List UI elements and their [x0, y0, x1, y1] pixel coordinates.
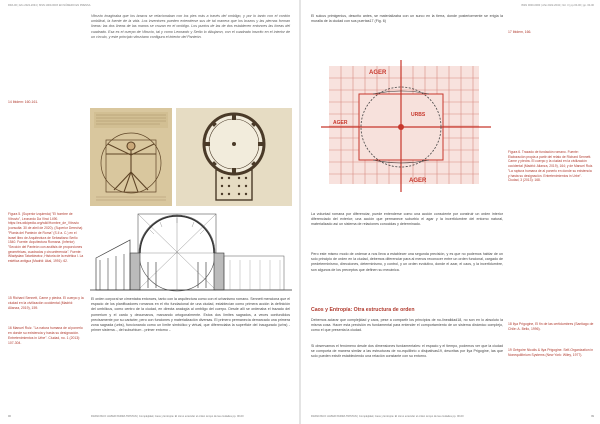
diagram-label-ager-top: AGER [369, 70, 387, 76]
right-paragraph-2: Pero este mismo modo de ordenar a nos lleva a establecer una segunda precisión, y es que no podemos hablar de un solo principio de orden en la ciudad, debemos diferenciar para al menos reconocer entre un orden funcional, cargado de predeterminismo, direcciones, determinismo, y control, y un orden evolutivo, donde el azar, el caos, y la incertidumbre, son algunos de los preceptos que definen su mecánica. [311, 252, 503, 272]
left-body-text: El orden corporal se cimentaba entonces, tanto con la arquitectura como con el urbanismo romano. Sennett menciona que el espacio de los planificadores romanos en el rito fundacional de una ciudad, establecían como primera acción la definición del umbilicus, como centro de la ciudad, en directa analogía al ombligo del cuerpo. Desde allí se ordenaba el trazado del pomerium y el cardo y decumanos, marcando ortogonalmente. Estos dos límites sagrados, a veces confundidos precisamente por su carácter, pero con funciones y materialización diversas. El primero permanecía demarcado una primera zona sagrada (urbs), funcionando como un límite simbólico y virtual, que diferenciaba la superficie del inaugurado (urbs) - primer sistema -, del suburbium - primer entorno -. [91, 297, 290, 333]
pantheon-section-drawing [90, 210, 292, 292]
right-intro-text: El sulcus primigenius, descrito antes, se materializaba con un surco en la tierra, donde posteriormente se erigía la muralla de la ciudad con sus puertas17 (Fig. 6) [311, 14, 503, 24]
right-footer: FRANCISCO JAVIER PARRA TRISTAN | Complejidad, Caos y Entropía: El cómo entender el orden tempo de las ciudades pp. 00-00 [311, 415, 464, 418]
pantheon-section-figure [90, 210, 292, 292]
right-page-number: 99 [591, 415, 594, 418]
left-footer: FRANCISCO JAVIER PARRA TRISTAN | Complejidad, Caos y Entropía: El cómo entender el orden tempo de las ciudades pp. 00-00 [91, 415, 244, 418]
left-page [0, 0, 299, 424]
right-page [301, 0, 600, 424]
vitruvius-quote: Vitruvio imaginaba que los brazos se relacionaban con los pies más a través del ombligo, y por lo tanto con el cordón umbilical, la fuente de la vida. Los inventores pueden extenderse sus de tal manera que los brazos y las piernas forman líneas: las dos líneas de las manos se cruzan en el ombligo. Los puntos de las de dos establecen entonces las líneas del cuadrado. Esa es el cuerpo de Vitruvio, tal y como Leonardo y Serlio lo dibujaron, con el cuadrado inscrito en el interior de un círculo, y este principio vitruviano configura el interior del Panteón. [91, 14, 290, 39]
section-heading: Caos y Entropía: Otra estructura de orden [311, 307, 415, 313]
footnote-18: 18 Ilya Prigogine, El fin de las certidumbres (Santiago de Chile: A. Bello, 1996). [508, 322, 594, 331]
right-paragraph-1: La voluntad romana por diferenciar, puede entenderse como una acción consciente por construir un orden interior diferenciado del exterior; una acción que permanece suburbio el agar y la incertidumbre del entorno natural, materializado así un sistema de relaciones conocidas y determinado. [311, 212, 503, 227]
right-paragraph-4: Si observamos el fenómeno desde dos dimensiones fundamentales: el espacio y el tiempo, podemos ver que la ciudad se comporta de manera similar a las estructuras de no-equilibrio o disipativas19, descritas por Ilya Prigogine, las que solo pueden existir estableciendo una relación constante con su entorno. [311, 344, 503, 359]
footnote-16: 16 Manuel Ruiz. "La natura humana de al ponerlo en donde su existencia y hasta su designación. Entretenimientos in Urbe". Ciudad, no. 1 (2013): 107-304. [8, 326, 83, 345]
pantheon-plan-drawing [176, 108, 292, 206]
figure-5-caption: Figura 5. (Superior izquierda) "El hombre de Vitruvio", Leonardo Da Vinci 1490. https://es.wikipedia.org/wiki/Hombre_de_Vitruvio (consulta: 30 de abril de 2020). (Superior Derecha) "Planta del Panteón de Roma" (S.II a. C.) en el Israel libro de Arquitectura de Sebastiano Serlio 1540. Fuente: Arquitectura Romana. (Inferior) "Sección del Panteón con análisis de proporciones geométricas, cuadrados y circunferencia". Fuente: Wladysław Tatarkiewicz, Historia de la estética I. La estética antigua (Madrid: Akal, 1991): 62. [8, 212, 84, 264]
vitruvian-man-drawing [90, 108, 172, 206]
footnote-15: 15 Richard Sennett, Carne y piedra. El cuerpo y la ciudad en la civilización occidental (Madrid: Alianza, 2019), 159. [8, 296, 84, 310]
diagram-label-ager-bottom: AGER [409, 178, 427, 184]
footnote-17: 17 Ibidem, 166. [508, 30, 532, 34]
roman-foundation-drawing [311, 56, 503, 196]
vitruvian-man-figure [90, 108, 172, 206]
footnote-19: 19 Grégoire Nicolis & Ilya Prigogine. Self-Organization in Nonequilibrium Systems (New York: Wiley, 1977). [508, 348, 594, 357]
left-running-head: RDA 00 | Año 2022-2034 | ISSN 1900-000X EN NÚMERO EN PRENSA [8, 4, 91, 7]
left-page-number: 96 [8, 415, 11, 418]
diagram-label-urbs: URBS [411, 112, 426, 118]
diagram-label-ager-left: AGER [333, 120, 348, 126]
roman-foundation-diagram [311, 56, 503, 196]
side-note-14: 14 Ibidem: 160-161. [8, 100, 39, 104]
pantheon-plan-figure [176, 108, 292, 206]
right-paragraph-3: Debemos aclarar que complejidad y caos, pese a compartir los principios de no-linealidad18, no son en lo absoluto la misma cosa. Hacer esta precisión es fundamental para entender el comportamiento de un sistema dinámico complejo, como el que presenta la ciudad. [311, 318, 503, 333]
right-running-head: ISSN 0000-0000 | Año 2022-2034 | Vol. 3 | pp.00-00 | pp. 00-00 [521, 4, 594, 7]
figure-6-caption: Figura 6. Trazado de fundación romano. Fuente: Elaboración propia a partir del relato de Richard Sennett. Carne y piedra. El cuerpo y la ciudad en la civilización occidental (Madrid: Alianza, 2019), 164; y de Manuel Ruiz. "La ruptura humana de al ponerlo en donde su existencia y hasta su designación. Entretenimientos in Urbe". Ciudad, 3 (2013): 168. [508, 150, 594, 183]
